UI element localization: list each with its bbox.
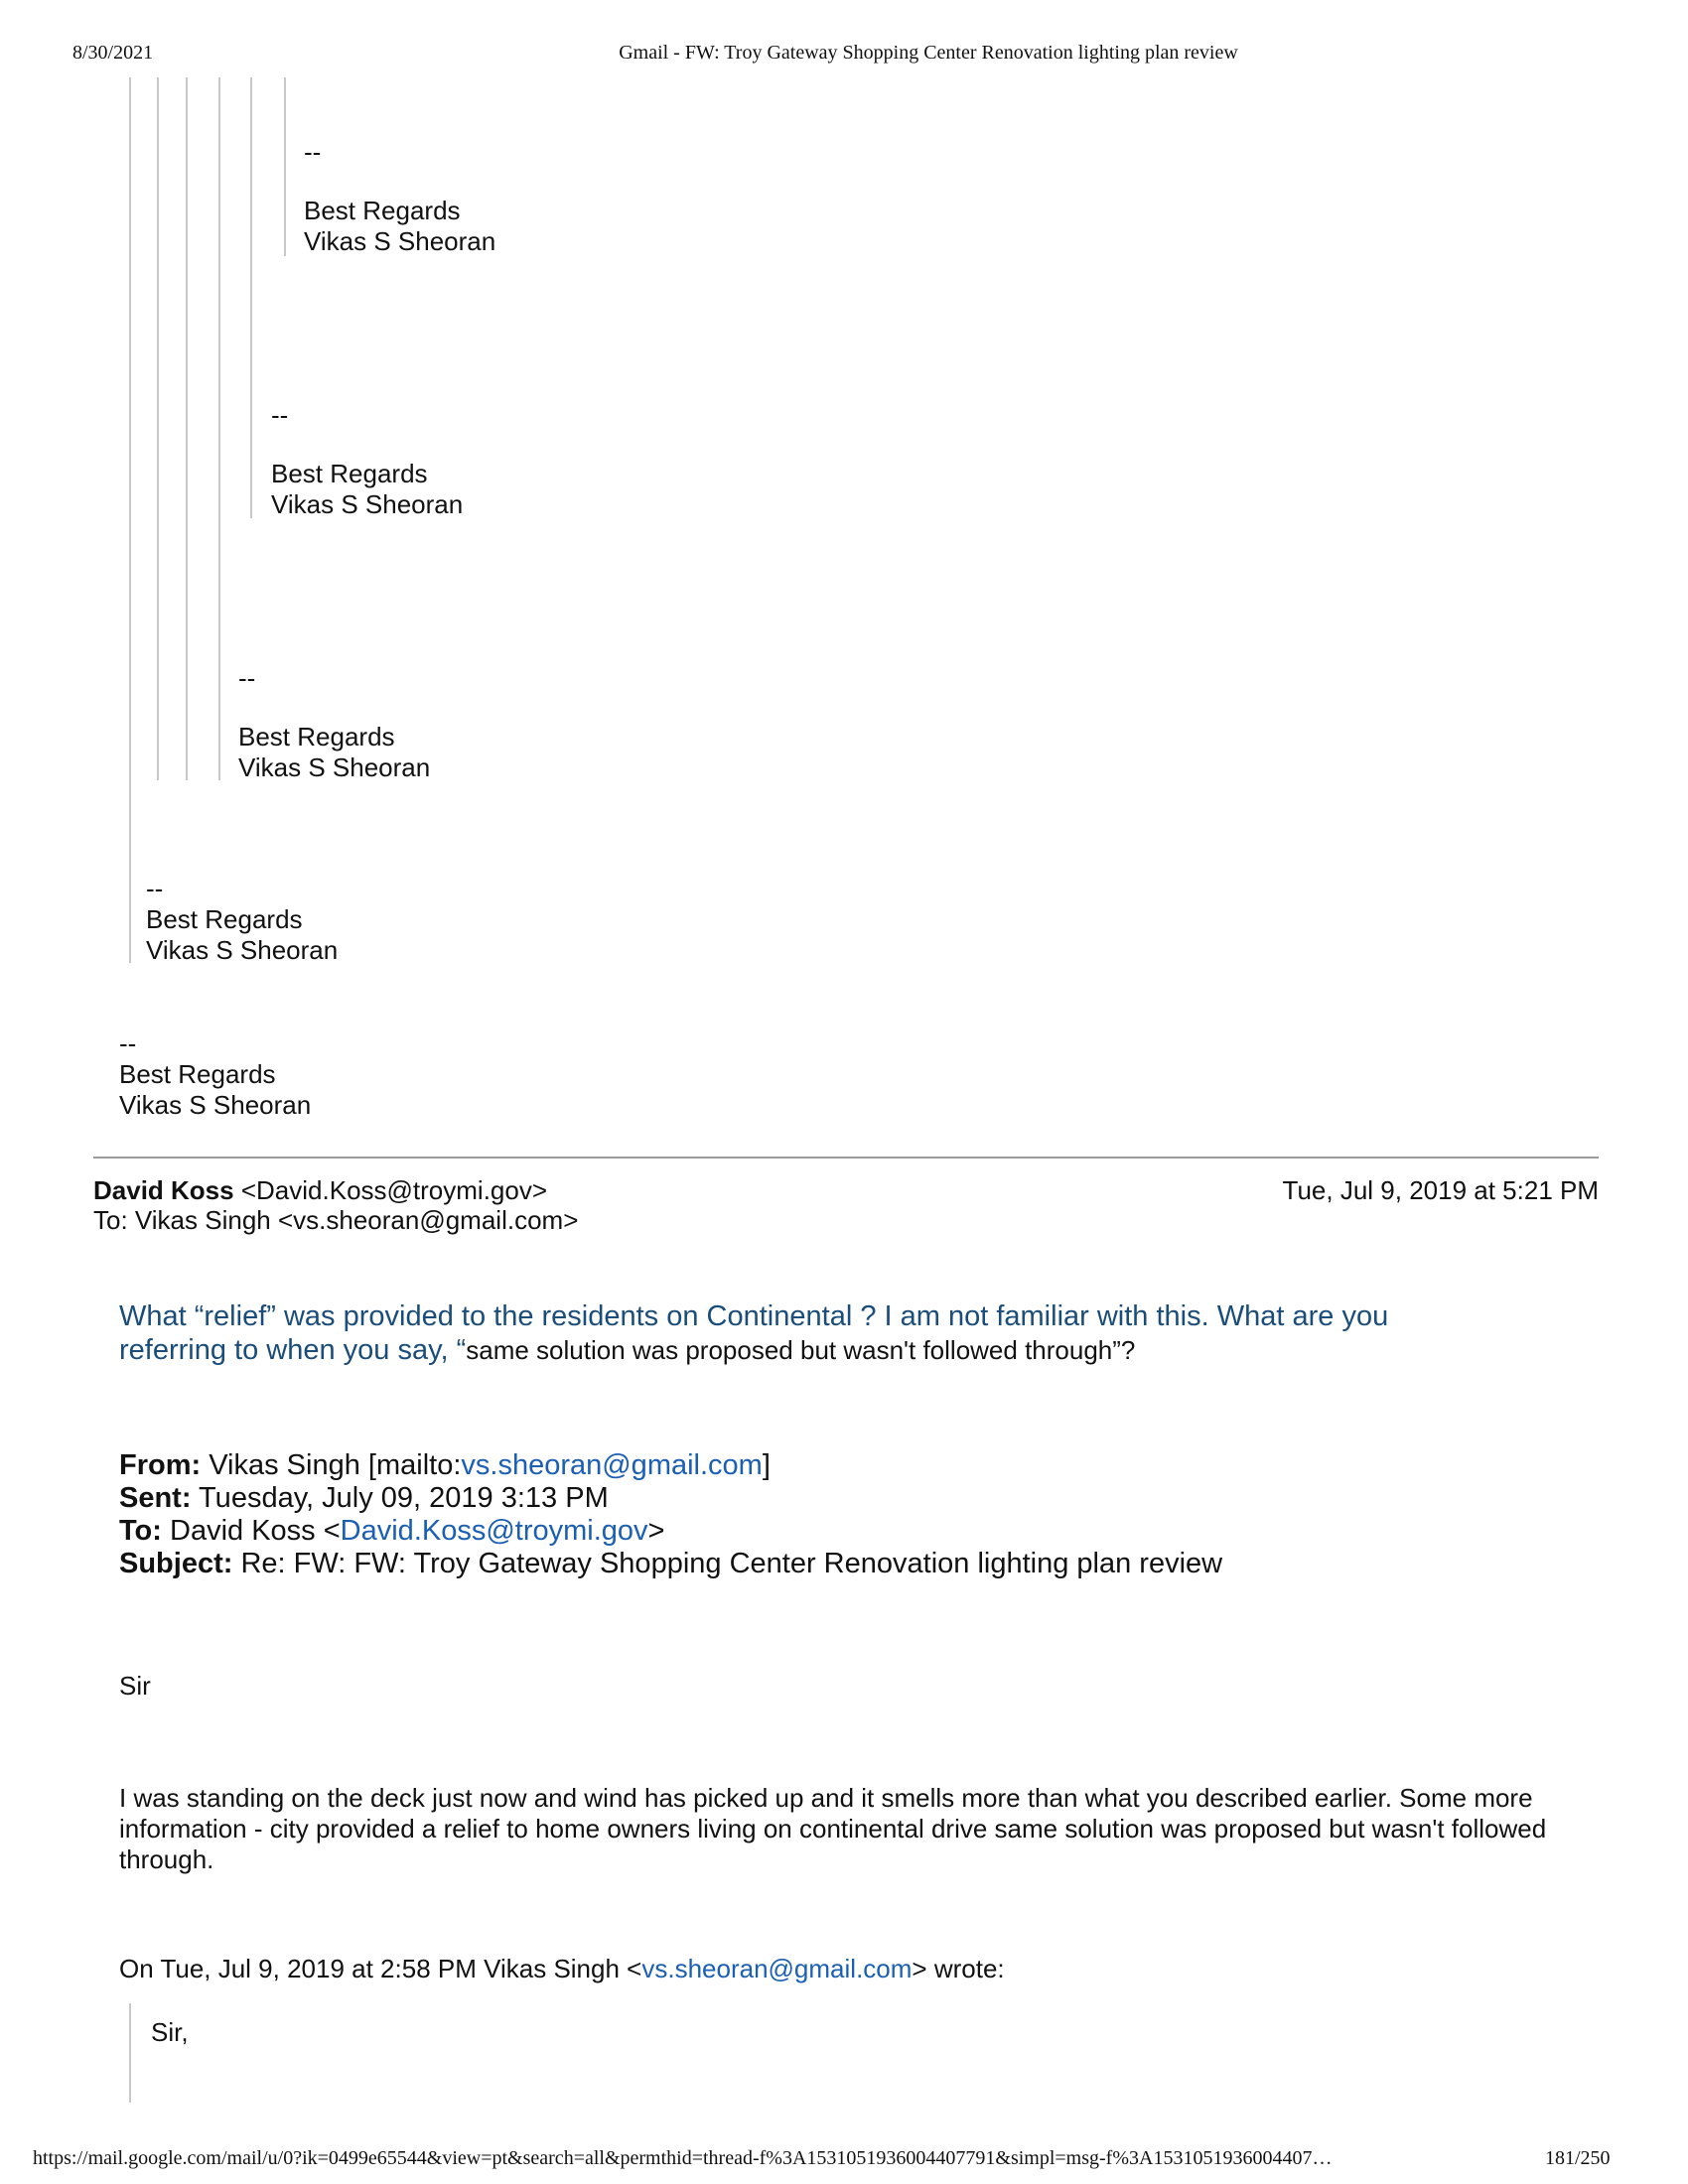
- reply-line-2-quote: same solution was proposed but wasn't followed through: [466, 1335, 1113, 1365]
- fwd-from-value: Vikas Singh [mailto:: [209, 1449, 462, 1481]
- quote-bar: [186, 77, 188, 780]
- quote-intro-link[interactable]: vs.sheoran@gmail.com: [641, 1954, 913, 1983]
- quoted-greeting: Sir,: [151, 2017, 189, 2047]
- signature-dashes: --: [119, 1028, 137, 1058]
- fwd-from: [119, 1449, 1222, 1482]
- forwarded-header: [119, 1449, 1222, 1580]
- fwd-to-end: >: [647, 1515, 665, 1547]
- sender-email: <David.Koss@troymi.gov>: [240, 1175, 548, 1205]
- signature-closing: Best Regards: [146, 904, 303, 934]
- fwd-to-value: David Koss <: [170, 1515, 341, 1547]
- signature-closing: Best Regards: [304, 196, 461, 225]
- signature-name: Vikas S Sheoran: [271, 489, 464, 519]
- signature-dashes: --: [304, 137, 322, 167]
- signature-dashes: --: [271, 400, 289, 430]
- quote-intro-post: > wrote:: [912, 1954, 1005, 1983]
- reply-line-2: [119, 1334, 1135, 1367]
- reply-line-2-end: ”?: [1112, 1335, 1136, 1365]
- reply-line-1: What “relief” was provided to the residents on Continental ? I am not familiar with this. What are you: [119, 1300, 1389, 1332]
- fwd-from-label: From:: [119, 1449, 202, 1481]
- signature-dashes: --: [146, 874, 164, 903]
- fwd-from-link[interactable]: vs.sheoran@gmail.com: [461, 1449, 763, 1481]
- quote-bar: [129, 77, 131, 963]
- sender-name: David Koss: [93, 1175, 234, 1205]
- fwd-to: [119, 1515, 1222, 1548]
- signature-name: Vikas S Sheoran: [119, 1090, 312, 1120]
- fwd-to-label: To:: [119, 1515, 162, 1547]
- page-number: 181/250: [1545, 2147, 1611, 2169]
- quoted-signature: [271, 400, 463, 520]
- message-sender: [93, 1175, 547, 1206]
- fwd-sent-value: Tuesday, July 09, 2019 3:13 PM: [199, 1482, 609, 1514]
- fwd-subject: [119, 1548, 1222, 1580]
- greeting: Sir: [119, 1671, 151, 1701]
- signature-closing: Best Regards: [119, 1059, 276, 1089]
- print-url: https://mail.google.com/mail/u/0?ik=0499e65544&view=pt&search=all&permthid=thread-f%3A1531051936004407791&simpl=msg-f%3A1531051936004407…: [33, 2147, 1333, 2169]
- quote-intro: [119, 1954, 1005, 1984]
- signature-name: Vikas S Sheoran: [146, 935, 339, 965]
- fwd-sent: [119, 1482, 1222, 1515]
- message-recipient: To: Vikas Singh <vs.sheoran@gmail.com>: [93, 1205, 579, 1235]
- print-title: Gmail - FW: Troy Gateway Shopping Center Renovation lighting plan review: [619, 42, 1238, 64]
- quoted-signature: [146, 874, 338, 966]
- signature-name: Vikas S Sheoran: [238, 752, 431, 782]
- quote-bar: [250, 77, 252, 518]
- quote-intro-pre: On Tue, Jul 9, 2019 at 2:58 PM Vikas Singh <: [119, 1954, 642, 1983]
- quoted-signature: [304, 137, 495, 257]
- fwd-to-link[interactable]: David.Koss@troymi.gov: [340, 1515, 648, 1547]
- quote-bar: [129, 2003, 131, 2103]
- fwd-from-end: ]: [762, 1449, 771, 1481]
- quote-bar: [284, 77, 286, 256]
- fwd-subject-label: Subject:: [119, 1548, 233, 1579]
- signature-closing: Best Regards: [238, 722, 395, 751]
- signature-closing: Best Regards: [271, 459, 428, 488]
- quote-bar: [218, 77, 220, 780]
- quoted-signature: [238, 663, 430, 783]
- message-body: I was standing on the deck just now and wind has picked up and it smells more than what you described earlier. Some more information - city provided a relief to home owners living on continental drive same solution was proposed but wasn't followed through.: [119, 1783, 1547, 1874]
- quote-bar: [157, 77, 159, 780]
- reply-line-2-lead: referring to when you say, “: [119, 1334, 467, 1366]
- message-separator: [93, 1157, 1599, 1159]
- signature-name: Vikas S Sheoran: [304, 226, 496, 256]
- fwd-sent-label: Sent:: [119, 1482, 192, 1514]
- fwd-subject-value: Re: FW: FW: Troy Gateway Shopping Center Renovation lighting plan review: [240, 1548, 1223, 1579]
- message-signature: [119, 1028, 311, 1121]
- message-date: Tue, Jul 9, 2019 at 5:21 PM: [1282, 1175, 1599, 1205]
- print-date: 8/30/2021: [72, 42, 154, 64]
- signature-dashes: --: [238, 663, 256, 693]
